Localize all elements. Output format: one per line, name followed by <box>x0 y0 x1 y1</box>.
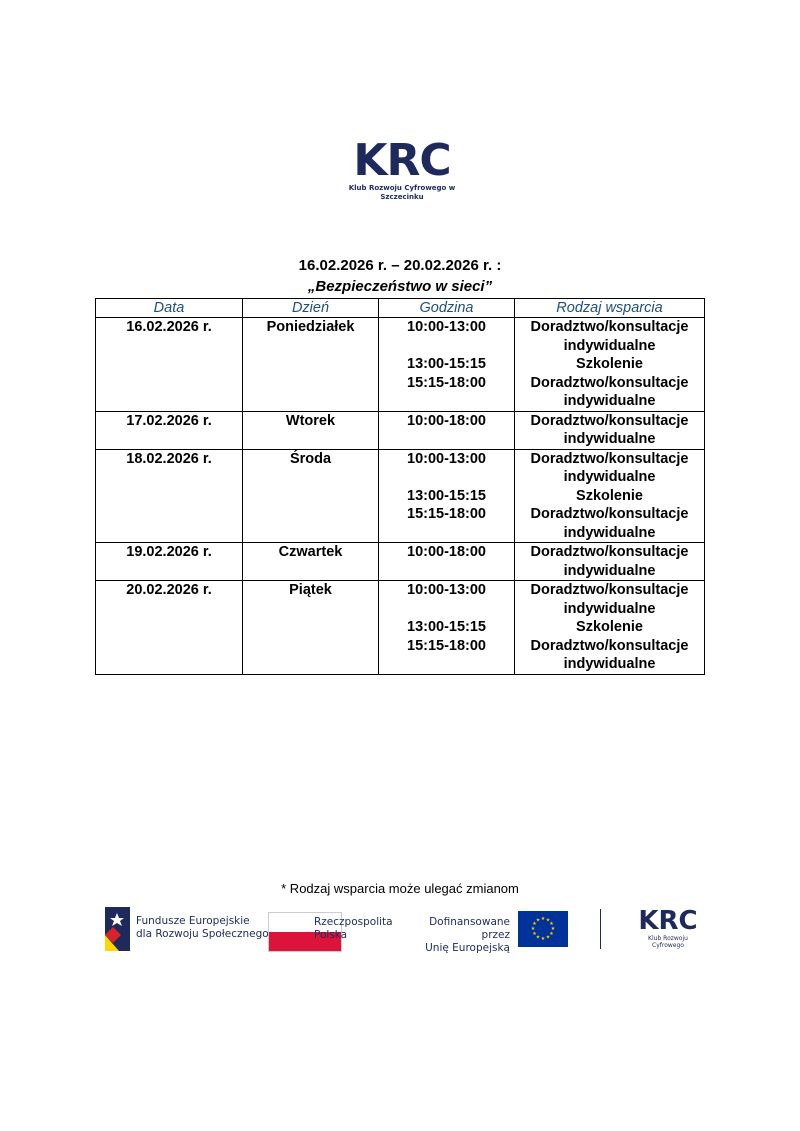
eu-line1: Dofinansowane przez <box>429 916 510 941</box>
support-line: Szkolenie <box>576 487 643 504</box>
footnote: * Rodzaj wsparcia może ulegać zmianom <box>281 881 519 896</box>
svg-text:★: ★ <box>530 926 536 932</box>
topic-title: „Bezpieczeństwo w sieci” <box>307 278 493 295</box>
header-support-type: Rodzaj wsparcia <box>515 299 705 318</box>
header-day: Dzień <box>243 299 379 318</box>
row-hours <box>379 543 515 581</box>
svg-text:★: ★ <box>535 934 541 941</box>
row-hours <box>379 318 515 412</box>
hour-slot: 13:00-15:15 <box>407 619 486 635</box>
row-day: Poniedziałek <box>243 318 379 412</box>
row-support <box>515 543 705 581</box>
row-date: 16.02.2026 r. <box>96 318 243 412</box>
row-day: Czwartek <box>243 543 379 581</box>
header-date: Data <box>96 299 243 318</box>
row-hours <box>379 581 515 675</box>
hour-slot: 13:00-15:15 <box>407 487 486 504</box>
hour-slot: 13:00-15:15 <box>407 356 486 372</box>
krc-logo <box>340 135 464 212</box>
funding-logos <box>100 905 710 955</box>
row-hours <box>379 411 515 449</box>
support-line: Szkolenie <box>576 356 643 372</box>
fe-logo-icon <box>105 907 130 951</box>
row-date: 17.02.2026 r. <box>96 411 243 449</box>
support-line: indywidualne <box>563 656 656 672</box>
svg-text:★: ★ <box>550 926 556 932</box>
hour-slot: 10:00-13:00 <box>407 582 486 598</box>
logo-subtitle: Klub Rozwoju Cyfrowego w Szczecinku <box>348 184 456 201</box>
schedule-table <box>95 298 705 675</box>
row-date: 19.02.2026 r. <box>96 543 243 581</box>
support-line: Doradztwo/konsultacje <box>530 582 689 598</box>
svg-text:★: ★ <box>545 934 551 941</box>
svg-text:★: ★ <box>532 921 537 927</box>
support-line: indywidualne <box>563 600 656 617</box>
hour-slot: 10:00-18:00 <box>407 412 486 429</box>
row-day: Piątek <box>243 581 379 675</box>
support-line: Doradztwo/konsultacje <box>530 412 689 429</box>
support-line: Doradztwo/konsultacje <box>530 506 689 522</box>
table-row <box>96 581 705 675</box>
hour-slot: 10:00-18:00 <box>407 544 486 560</box>
row-day: Wtorek <box>243 411 379 449</box>
row-support <box>515 581 705 675</box>
header-hour: Godzina <box>379 299 515 318</box>
hour-slot: 15:15-18:00 <box>407 506 486 522</box>
pl-line1: Rzeczpospolita <box>314 916 393 928</box>
support-line: Doradztwo/konsultacje <box>530 544 689 560</box>
hour-slot: 15:15-18:00 <box>407 374 486 391</box>
support-line: Szkolenie <box>576 619 643 635</box>
eu-line2: Unię Europejską <box>425 942 510 954</box>
eu-label <box>415 916 510 955</box>
row-support <box>515 318 705 412</box>
svg-text:★: ★ <box>540 936 546 942</box>
krc-footer-sub: Klub Rozwoju Cyfrowego <box>648 935 688 949</box>
row-date: 20.02.2026 r. <box>96 581 243 675</box>
support-line: Doradztwo/konsultacje <box>530 319 689 335</box>
fe-line1: Fundusze Europejskie <box>136 915 250 927</box>
row-support <box>515 411 705 449</box>
row-date: 18.02.2026 r. <box>96 449 243 543</box>
support-line: Doradztwo/konsultacje <box>530 450 689 467</box>
fe-label <box>136 915 269 941</box>
svg-text:★: ★ <box>532 931 537 937</box>
support-line: Doradztwo/konsultacje <box>530 637 689 654</box>
svg-text:★: ★ <box>545 917 551 924</box>
hour-slot: 10:00-13:00 <box>407 450 486 467</box>
footer-divider <box>600 909 601 949</box>
support-line: indywidualne <box>563 393 656 409</box>
svg-text:★: ★ <box>549 921 554 927</box>
krc-footer-mark: KRC <box>638 906 698 936</box>
svg-text:★: ★ <box>535 917 541 924</box>
table-row <box>96 318 705 412</box>
support-line: Doradztwo/konsultacje <box>530 374 689 391</box>
pl-label <box>314 916 393 942</box>
table-row <box>96 449 705 543</box>
hour-slot: 10:00-13:00 <box>407 319 486 335</box>
fe-line2: dla Rozwoju Społecznego <box>136 928 269 940</box>
date-range-title: 16.02.2026 r. – 20.02.2026 r. : <box>298 257 502 274</box>
support-line: indywidualne <box>563 562 656 579</box>
krc-footer-logo <box>633 907 703 949</box>
pl-line2: Polska <box>314 929 348 941</box>
row-day: Środa <box>243 449 379 543</box>
row-support <box>515 449 705 543</box>
row-hours <box>379 449 515 543</box>
svg-text:★: ★ <box>549 931 554 937</box>
svg-text:★: ★ <box>540 916 546 922</box>
table-header-row <box>96 299 705 318</box>
support-line: indywidualne <box>563 431 656 447</box>
hour-slot: 15:15-18:00 <box>407 637 486 654</box>
table-row <box>96 543 705 581</box>
support-line: indywidualne <box>563 469 656 485</box>
support-line: indywidualne <box>563 337 656 354</box>
eu-flag-icon <box>518 911 568 947</box>
logo-mark: KRC <box>353 135 451 186</box>
table-row <box>96 411 705 449</box>
support-line: indywidualne <box>563 524 656 541</box>
